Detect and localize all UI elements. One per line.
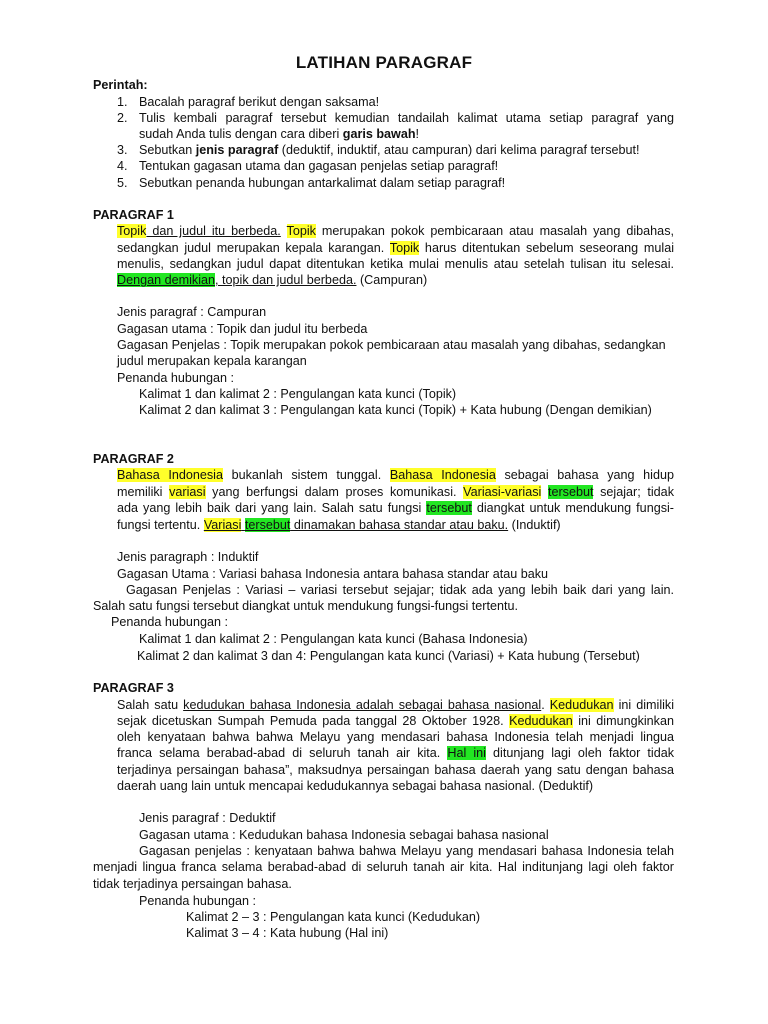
gagasan-penjelas: Gagasan Penjelas : Topik merupakan pokok pembicaraan atau masalah yang dibahas, sedangkan [117,338,666,352]
paragraph-1-line: Topik dan judul itu berbeda. Topik merupakan pokok pembicaraan atau masalah yang dibahas, [117,224,674,238]
paragraph-3-line: franca selama berabad-abad di seluruh tanah air kita. Hal ini ditunjang lagi oleh faktor tidak [117,746,674,760]
instruction-number: 1. [117,95,128,109]
gagasan-penjelas: judul merupakan kepala karangan [117,354,307,368]
perintah-label: Perintah: [93,78,148,92]
paragraph-2-line: ada yang lebih baik dari yang lain. Salah satu fungsi tersebut diangkat untuk mendukung fungsi- [117,501,674,515]
penanda-item: Kalimat 1 dan kalimat 2 : Pengulangan kata kunci (Bahasa Indonesia) [139,632,528,646]
instruction-number: 5. [117,176,128,190]
penanda-item: Kalimat 3 – 4 : Kata hubung (Hal ini) [186,926,389,940]
gagasan-utama: Gagasan utama : Kedudukan bahasa Indonesia sebagai bahasa nasional [139,828,549,842]
gagasan-penjelas: tidak terjadinya persaingan bahasa. [93,877,292,891]
paragraph-2-heading: PARAGRAF 2 [93,452,174,466]
jenis-paragraf: Jenis paragraf : Campuran [117,305,267,319]
paragraph-1-line: sedangkan judul merupakan kepala karangan. Topik harus ditentukan sebelum seseorang mulai [117,241,674,255]
paragraph-3-line: daerah uang lain untuk mencapai kedudukannya sebagai bahasa nasional. (Deduktif) [117,779,594,793]
gagasan-penjelas: Salah satu fungsi tersebut diangkat untuk mendukung fungsi-fungsi tertentu. [93,599,518,613]
paragraph-3-line: Salah satu kedudukan bahasa Indonesia adalah sebagai bahasa nasional. Kedudukan ini dimiliki [117,698,675,712]
instruction-text: Sebutkan penanda hubungan antarkalimat dalam setiap paragraf! [139,176,506,190]
penanda-hubungan: Penanda hubungan : [117,371,234,385]
jenis-paragraf: Jenis paragraph : Induktif [117,550,259,564]
penanda-item: Kalimat 1 dan kalimat 2 : Pengulangan kata kunci (Topik) [139,387,457,401]
paragraph-3-line: oleh kenyataan bahwa bahwa Melayu yang mendasari bahasa Indonesia telah menjadi lingua [117,730,674,744]
penanda-item: Kalimat 2 dan kalimat 3 : Pengulangan kata kunci (Topik) + Kata hubung (Dengan demikian) [139,403,652,417]
instruction-text: Tulis kembali paragraf tersebut kemudian tandailah kalimat utama setiap paragraf yang [139,111,674,125]
penanda-hubungan: Penanda hubungan : [111,615,228,629]
paragraph-1-heading: PARAGRAF 1 [93,208,174,222]
instruction-number: 4. [117,159,128,173]
instruction-text: Sebutkan jenis paragraf (deduktif, induktif, atau campuran) dari kelima paragraf tersebut! [139,143,640,157]
penanda-item: Kalimat 2 dan kalimat 3 dan 4: Pengulangan kata kunci (Variasi) + Kata hubung (Tersebut) [137,649,640,663]
paragraph-3-heading: PARAGRAF 3 [93,681,174,695]
jenis-paragraf: Jenis paragraf : Deduktif [139,811,276,825]
paragraph-2-line: fungsi tertentu. Variasi tersebut dinamakan bahasa standar atau baku. (Induktif) [117,518,561,532]
instruction-number: 3. [117,143,128,157]
penanda-item: Kalimat 2 – 3 : Pengulangan kata kunci (Kedudukan) [186,910,481,924]
instruction-text: Bacalah paragraf berikut dengan saksama! [139,95,380,109]
penanda-hubungan: Penanda hubungan : [139,894,256,908]
paragraph-2-line: memiliki variasi yang berfungsi dalam proses komunikasi. Variasi-variasi tersebut sejajar; tidak [117,485,674,499]
paragraph-3-line: terjadinya persaingan bahasa”, maksudnya persaingan bahasa daerah yang satu dengan bahasa [117,763,674,777]
gagasan-penjelas: Gagasan Penjelas : Variasi – variasi tersebut sejajar; tidak ada yang lebih baik dari yang lain. [126,583,674,597]
instruction-text: Tentukan gagasan utama dan gagasan penjelas setiap paragraf! [139,159,499,173]
paragraph-2-line: Bahasa Indonesia bukanlah sistem tunggal. Bahasa Indonesia sebagai bahasa yang hidup [117,468,674,482]
gagasan-utama: Gagasan Utama : Variasi bahasa Indonesia antara bahasa standar atau baku [117,567,549,581]
paragraph-3-line: sejak dicetuskan Sumpah Pemuda pada tanggal 28 Oktober 1928. Kedudukan ini dimungkinkan [117,714,674,728]
page-title: LATIHAN PARAGRAF [295,53,473,72]
gagasan-penjelas: Gagasan penjelas : kenyataan bahwa bahwa Melayu yang mendasari bahasa Indonesia telah [139,844,674,858]
gagasan-penjelas: menjadi lingua franca selama berabad-abad di seluruh tanah air kita. Hal inditunjang lagi oleh faktor [93,860,674,874]
instruction-text: sudah Anda tulis dengan cara diberi garis bawah! [139,127,420,141]
gagasan-utama: Gagasan utama : Topik dan judul itu berbeda [117,322,368,336]
instruction-number: 2. [117,111,128,125]
paragraph-1-line: menulis, sedangkan judul dapat ditentukan ketika mulai menulis atau setelah tulisan itu selesai. [117,257,674,271]
paragraph-1-line: Dengan demikian, topik dan judul berbeda. (Campuran) [117,273,428,287]
